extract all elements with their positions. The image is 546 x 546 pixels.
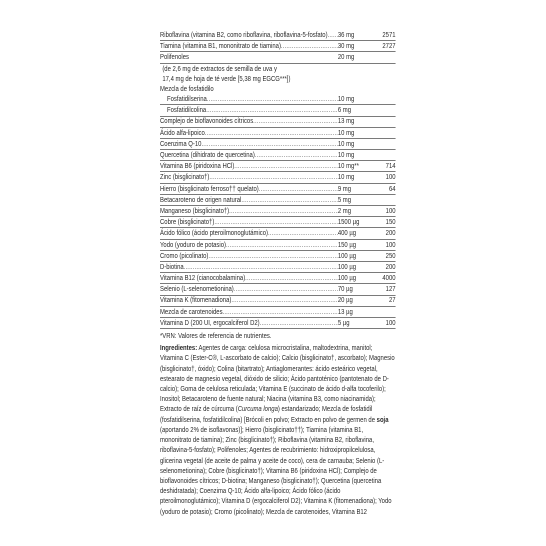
vrn-footnote: *VRN: Valores de referencia de nutrientes.	[160, 331, 272, 341]
nutrient-row	[160, 296, 396, 307]
nutrient-amount: 36 mg	[337, 29, 355, 39]
nutrient-name: Fosfatidilcolina	[167, 105, 207, 115]
nutrient-row	[160, 139, 396, 150]
nutrient-amount: 10 mg	[337, 172, 355, 182]
nutrient-amount: 1500 µg	[337, 217, 360, 227]
nutrient-vrn-percent: 127	[385, 284, 396, 294]
nutrient-amount: 10 mg	[337, 138, 355, 148]
nutrient-amount: 400 µg	[337, 228, 357, 238]
dot-leader	[223, 307, 338, 317]
nutrient-name: Hierro (bisglicinato ferroso†† quelato)	[160, 183, 259, 193]
dot-leader	[268, 228, 338, 238]
dot-leader	[234, 284, 338, 294]
nutrient-row	[160, 195, 396, 206]
nutrient-amount: 100 µg	[337, 250, 357, 260]
nutrient-vrn-percent: 250	[385, 250, 396, 260]
nutrient-amount: 5 µg	[337, 317, 350, 327]
supplement-facts-label	[160, 29, 396, 517]
nutrient-amount: 13 mg	[337, 116, 355, 126]
ingredients-bold-soja: soja	[376, 414, 389, 424]
nutrient-amount: 5 mg	[337, 194, 352, 204]
dot-leader	[281, 41, 338, 51]
nutrient-row	[160, 307, 396, 318]
nutrient-amount: 6 mg	[337, 105, 352, 115]
nutrient-amount: 100 µg	[337, 261, 357, 271]
nutrient-vrn-percent: 100	[385, 205, 396, 215]
nutrient-row	[160, 117, 396, 128]
nutrient-amount: 10 mg	[337, 94, 355, 104]
dot-leader	[184, 262, 338, 272]
nutrient-amount: 10 mg	[337, 127, 355, 137]
nutrient-amount: 20 µg	[337, 295, 353, 305]
nutrient-vrn-percent: 2727	[382, 41, 396, 51]
nutrient-name: Ácido alfa-lipoico	[160, 127, 205, 137]
nutrient-row	[160, 240, 396, 251]
nutrient-note: 17,4 mg de hoja de té verde [5,38 mg EGCG***])	[162, 73, 291, 83]
nutrient-note: Mezcla de fosfatidilo	[160, 83, 214, 93]
nutrient-row	[160, 52, 396, 63]
nutrient-row	[160, 284, 396, 295]
nutrient-name: Manganeso (bisglicinato†)	[160, 205, 230, 215]
nutrient-name: Selenio (L-selenometionina)	[160, 284, 234, 294]
nutrient-name: Polifenoles	[160, 52, 189, 62]
nutrient-name: Riboflavina (vitamina B2, como riboflavina, riboflavina-5-fosfato)	[160, 29, 328, 39]
nutrient-row	[160, 150, 396, 161]
nutrient-amount: 9 mg	[337, 183, 352, 193]
nutrient-amount: 150 µg	[337, 239, 357, 249]
nutrient-row	[160, 128, 396, 139]
nutrient-name: Vitamina K (fitomenadiona)	[160, 295, 232, 305]
nutrient-amount: 100 µg	[337, 273, 357, 283]
dot-leader	[255, 150, 338, 160]
dot-leader	[328, 30, 338, 40]
nutrient-name: Quercetina (dihidrato de quercetina)	[160, 150, 255, 160]
dot-leader	[253, 116, 338, 126]
nutrient-name: Mezcla de carotenoides	[160, 306, 223, 316]
nutrient-name: Yodo (yoduro de potasio)	[160, 239, 226, 249]
nutrient-name: Cobre (bisglicinato†)	[160, 217, 215, 227]
nutrient-name: Cromo (picolinato)	[160, 250, 209, 260]
nutrient-row	[160, 228, 396, 239]
nutrient-row	[160, 318, 396, 329]
nutrient-name: Complejo de bioflavonoides cítricos	[160, 116, 254, 126]
nutrient-name: Fosfatidilserina	[167, 94, 207, 104]
nutrient-row	[160, 105, 396, 116]
nutrient-amount: 20 mg	[337, 52, 355, 62]
nutrient-row	[160, 94, 396, 105]
dot-leader	[241, 195, 338, 205]
dot-leader	[245, 273, 338, 283]
nutrient-amount: 10 mg	[337, 150, 355, 160]
nutrient-vrn-percent: 64	[388, 183, 396, 193]
nutrient-name: Vitamina D (200 UI, ergocalciferol D2)	[160, 317, 260, 327]
nutrient-amount: 10 mg**	[337, 161, 359, 171]
nutrient-row	[160, 217, 396, 228]
ingredients-text-1: Agentes de carga: celulosa microcristalina, maltodextrina, manitol; Vitamina C (Ester-C®, L-ascorbato de calcio); Calcio (bisglicinato†, ascorbato); Magnesio (bisglicinato†, óxido); Colina (bitartrato); Antiaglomerantes: ácido esteárico vegetal, estearato de magnesio vegetal, dióxido de silicio; Ácido pantoténico (pantotenato de D-calcio); Goma de celulosa reticulada; Vitamina E (succinato de ácido d-alfa tocoferilo); Inositol; Betacaroteno de fuente natural; Niacina (vitamina B3, como niacinamida); Extracto de raíz de cúrcuma (	[160, 343, 395, 414]
nutrient-vrn-percent: 2571	[382, 29, 396, 39]
nutrient-vrn-percent: 714	[385, 161, 396, 171]
dot-leader	[234, 161, 338, 171]
nutrient-row	[160, 251, 396, 262]
nutrient-table	[160, 30, 396, 329]
nutrient-vrn-percent: 200	[385, 261, 396, 271]
dot-leader	[231, 295, 337, 305]
nutrient-name: Betacaroteno de origen natural	[160, 194, 242, 204]
nutrient-name: Vitamina B6 (piridoxina HCl)	[160, 161, 235, 171]
nutrient-vrn-percent: 200	[385, 228, 396, 238]
nutrient-row	[160, 206, 396, 217]
dot-leader	[229, 206, 338, 216]
nutrient-vrn-percent: 27	[388, 295, 396, 305]
dot-leader	[260, 318, 338, 328]
dot-leader	[206, 105, 338, 115]
dot-leader	[205, 128, 338, 138]
nutrient-name: Vitamina B12 (cianocobalamina)	[160, 273, 246, 283]
dot-leader	[214, 217, 338, 227]
nutrient-name: Ácido fólico (ácido pteroilmonoglutámico)	[160, 228, 268, 238]
nutrient-row	[160, 262, 396, 273]
nutrient-row	[160, 184, 396, 195]
nutrient-name: D-biotina	[160, 261, 184, 271]
ingredients-text-3: (aportando 2% de isoflavonas)]; Hierro (bisglicinato††); Tiamina (vitamina B1, mononitrato de tiamina); Zinc (bisglicinato†); Riboflavina (vitamina B2, riboflavina, riboflavina-5-fosfato); Polifenoles; Agentes de recubrimiento: hidroxipropilcelulosa, glicerina vegetal (de aceite de palma y aceite de coco), cera de carnauba; Selenio (L-selenometionina); Cobre (bisglicinato†); Vitamina B6 (piridoxina HCl); Complejo de bioflavonoides cítricos; D-biotina; Manganeso (bisglicinato†); Quercetina (quercetina deshidratada); Coenzima Q-10; Ácido alfa-lipoico; Ácido fólico (ácido pteroilmonoglutámico); Vitamina D (ergocalciferol D2); Vitamina K (fitomenadiona); Yodo (yoduro de potasio); Cromo (picolinato); Mezcla de carotenoides, Vitamina B12	[160, 424, 392, 516]
nutrient-name: Coenzima Q-10	[160, 138, 202, 148]
nutrient-vrn-percent: 4000	[382, 273, 396, 283]
ingredients-paragraph	[160, 343, 396, 516]
nutrient-vrn-percent: 100	[385, 239, 396, 249]
nutrient-vrn-percent: 100	[385, 317, 396, 327]
dot-leader	[201, 139, 337, 149]
nutrient-row	[160, 161, 396, 172]
ingredients-heading: Ingredientes:	[160, 343, 198, 353]
ingredients-italic-curcuma: Curcuma longa	[237, 404, 278, 414]
nutrient-amount: 30 mg	[337, 41, 355, 51]
nutrient-row	[160, 30, 396, 41]
nutrient-amount: 70 µg	[337, 284, 353, 294]
nutrient-vrn-percent: 100	[385, 172, 396, 182]
nutrient-amount: 2 mg	[337, 205, 352, 215]
nutrient-note: (de 2,6 mg de extractos de semilla de uva y	[162, 63, 277, 73]
nutrient-row	[160, 41, 396, 52]
dot-leader	[208, 251, 337, 261]
nutrient-vrn-percent: 150	[385, 217, 396, 227]
nutrient-name: Zinc (bisglicinato†)	[160, 172, 210, 182]
ingredients-text-2: ) estandarizado; Mezcla de fosfatidil (fosfatidilserina, fosfatidilcolina) [Brócoli en polvo; Extracto en polvo de germen de	[160, 404, 377, 424]
dot-leader	[226, 240, 338, 250]
nutrient-amount: 13 µg	[337, 306, 353, 316]
nutrient-row	[160, 273, 396, 284]
dot-leader	[209, 172, 337, 182]
dot-leader	[259, 184, 338, 194]
nutrient-row	[160, 172, 396, 183]
nutrient-name: Tiamina (vitamina B1, mononitrato de tiamina)	[160, 41, 281, 51]
dot-leader	[207, 94, 338, 104]
